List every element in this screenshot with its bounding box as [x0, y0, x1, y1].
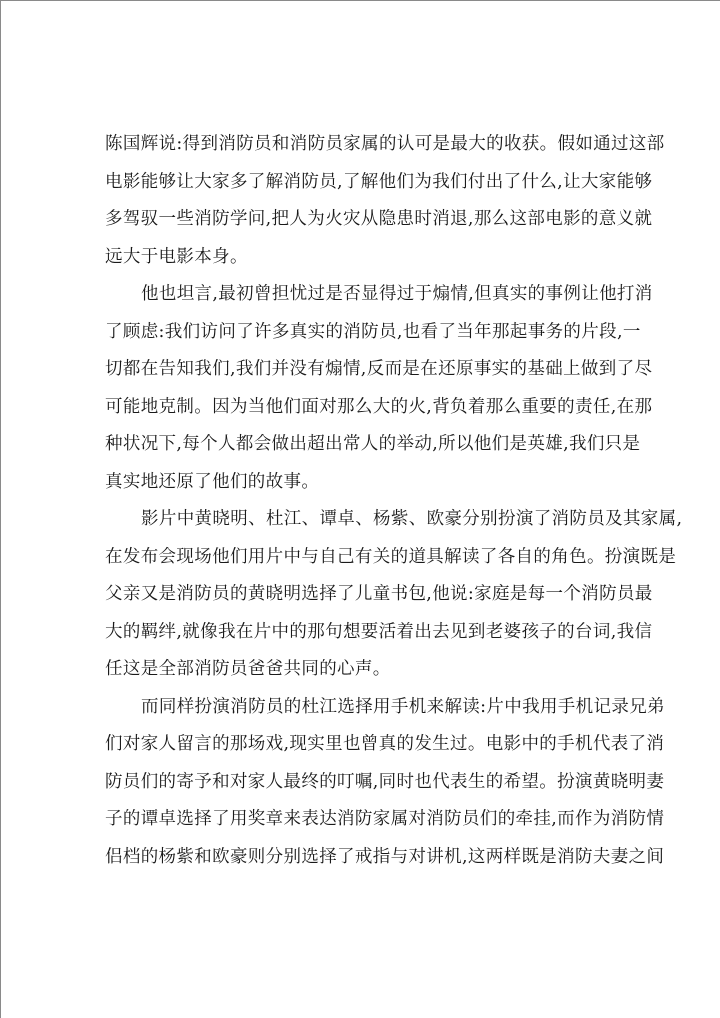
text-line: 可能地克制。因为当他们面对那么大的火,背负着那么重要的责任,在那: [105, 396, 653, 417]
text-line: 侣档的杨紫和欧豪则分别选择了戒指与对讲机,这两样既是消防夫妻之间: [105, 846, 665, 867]
text-line: 防员们的寄予和对家人最终的叮嘱,同时也代表生的希望。扮演黄晓明妻: [105, 771, 665, 792]
text-line: 子的谭卓选择了用奖章来表达消防家属对消防员们的牵挂,而作为消防情: [105, 809, 665, 829]
article-body: [105, 126, 683, 876]
text-line: 电影能够让大家多了解消防员,了解他们为我们付出了什么,让大家能够: [105, 171, 653, 192]
text-line: 切都在告知我们,我们并没有煽情,反而是在还原事实的基础上做到了尽: [105, 359, 653, 379]
text-line: 父亲又是消防员的黄晓明选择了儿童书包,他说:家庭是每一个消防员最: [105, 584, 653, 604]
text-line: 真实地还原了他们的故事。: [105, 471, 320, 492]
text-line: 陈国辉说:得到消防员和消防员家属的认可是最大的收获。假如通过这部: [105, 134, 665, 154]
text-line: 而同样扮演消防员的杜江选择用手机来解读:片中我用手机记录兄弟: [141, 696, 665, 717]
text-line: 在发布会现场他们用片中与自己有关的道具解读了各自的角色。扮演既是: [105, 546, 677, 567]
text-line: 他也坦言,最初曾担忧过是否显得过于煽情,但真实的事例让他打消: [141, 284, 653, 304]
text-line: 了顾虑:我们访问了许多真实的消防员,也看了当年那起事务的片段,一: [105, 321, 641, 342]
text-line: 影片中黄晓明、杜江、谭卓、杨紫、欧豪分别扮演了消防员及其家属,: [141, 509, 683, 529]
text-line: 大的羁绊,就像我在片中的那句想要活着出去见到老婆孩子的台词,我信: [105, 621, 653, 642]
text-line: 远大于电影本身。: [105, 246, 248, 267]
text-line: 种状况下,每个人都会做出超出常人的举动,所以他们是英雄,我们只是: [105, 434, 641, 454]
text-line: 任这是全部消防员爸爸共同的心声。: [105, 659, 391, 679]
text-line: 多驾驭一些消防学问,把人为火灾从隐患时消退,那么这部电影的意义就: [105, 209, 653, 229]
text-line: 们对家人留言的那场戏,现实里也曾真的发生过。电影中的手机代表了消: [105, 734, 665, 754]
